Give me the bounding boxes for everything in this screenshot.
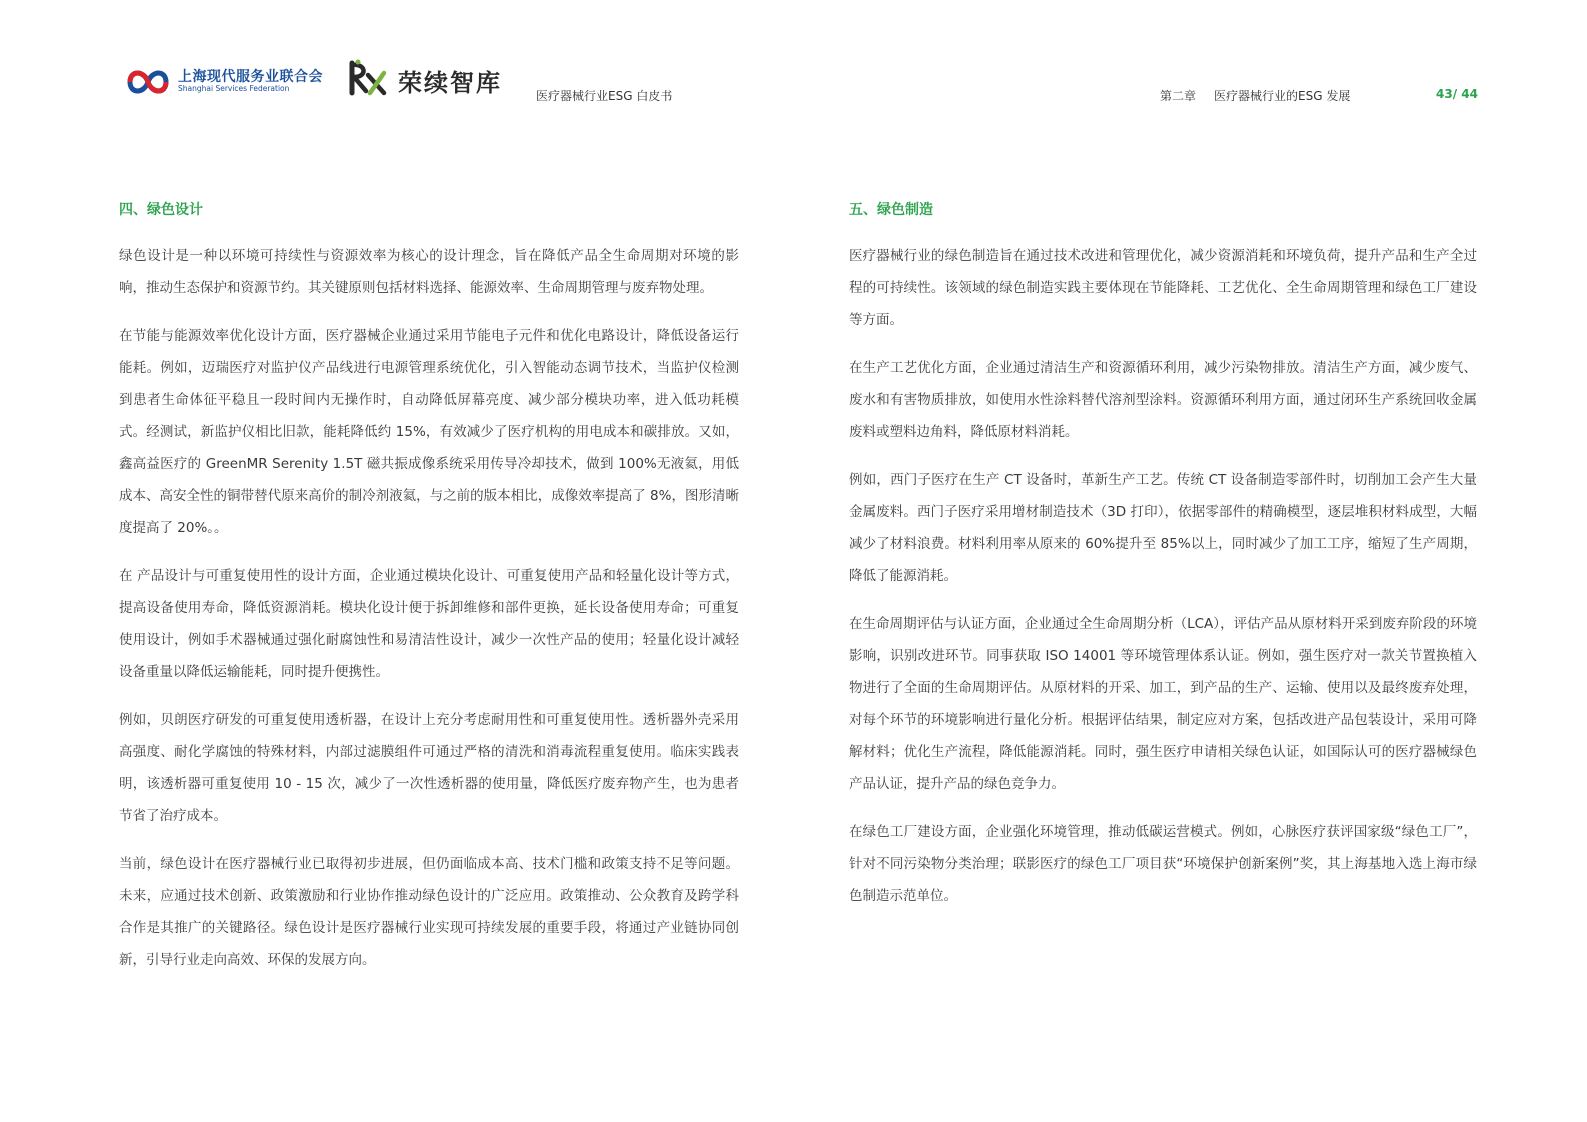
chapter-label: 第二章 [1160, 89, 1197, 103]
federation-name-cn: 上海现代服务业联合会 [178, 69, 323, 85]
rongxu-think-tank-logo [348, 59, 508, 99]
federation-name-en: Shanghai Services Federation [178, 84, 290, 93]
document-title: 医疗器械行业ESG 白皮书 [536, 89, 673, 103]
paragraph: 医疗器械行业的绿色制造旨在通过技术改进和管理优化，减少资源消耗和环境负荷，提升产品和生产全过程的可持续性。该领域的绿色制造实践主要体现在节能降耗、工艺优化、全生命周期管理和绿色工厂建设等方面。 [849, 248, 1477, 328]
paragraph: 在 产品设计与可重复使用性的设计方面，企业通过模块化设计、可重复使用产品和轻量化设计等方式，提高设备使用寿命，降低资源消耗。模块化设计便于拆卸维修和部件更换，延长设备使用寿命；可重复使用设计，例如手术器械通过强化耐腐蚀性和易清洁性设计，减少一次性产品的使用；轻量化设计减轻设备重量以降低运输能耗，同时提升便携性。 [119, 568, 739, 680]
page-number: 43/ 44 [1436, 87, 1478, 101]
paragraph: 在生产工艺优化方面，企业通过清洁生产和资源循环利用，减少污染物排放。清洁生产方面，减少废气、废水和有害物质排放，如使用水性涂料替代溶剂型涂料。资源循环利用方面，通过闭环生产系统回收金属废料或塑料边角料，降低原材料消耗。 [849, 360, 1477, 440]
federation-emblem-icon [124, 62, 172, 102]
right-column [849, 200, 1477, 928]
page-header [0, 0, 1587, 120]
paragraph: 绿色设计是一种以环境可持续性与资源效率为核心的设计理念，旨在降低产品全生命周期对环境的影响，推动生态保护和资源节约。其关键原则包括材料选择、能源效率、生命周期管理与废弃物处理。 [119, 248, 739, 296]
paragraph: 例如，西门子医疗在生产 CT 设备时，革新生产工艺。传统 CT 设备制造零部件时，切削加工会产生大量金属废料。西门子医疗采用增材制造技术（3D 打印），依据零部件的精确模型，逐层堆积材料成型，大幅减少了材料浪费。材料利用率从原来的 60%提升至 85%以上，同时减少了加工工序，缩短了生产周期，降低了能源消耗。 [849, 472, 1477, 584]
left-column [119, 200, 739, 992]
chapter-title: 医疗器械行业的ESG 发展 [1214, 89, 1351, 103]
shanghai-services-federation-logo [124, 62, 329, 102]
paragraph: 在节能与能源效率优化设计方面，医疗器械企业通过采用节能电子元件和优化电路设计，降低设备运行能耗。例如，迈瑞医疗对监护仪产品线进行电源管理系统优化，引入智能动态调节技术，当监护仪检测到患者生命体征平稳且一段时间内无操作时，自动降低屏幕亮度、减少部分模块功率，进入低功耗模式。经测试，新监护仪相比旧款，能耗降低约 15%，有效减少了医疗机构的用电成本和碳排放。又如，鑫高益医疗的 GreenMR Serenity 1.5T 磁共振成像系统采用传导冷却技术，做到 100%无液氦，用低成本、高安全性的铜带替代原来高价的制冷剂液氦，与之前的版本相比，成像效率提高了 8%，图形清晰度提高了 20%。。 [119, 328, 739, 536]
paragraph: 在生命周期评估与认证方面，企业通过全生命周期分析（LCA），评估产品从原材料开采到废弃阶段的环境影响，识别改进环节。同事获取 ISO 14001 等环境管理体系认证。例如，强生医疗对一款关节置换植入物进行了全面的生命周期评估。从原材料的开采、加工，到产品的生产、运输、使用以及最终废弃处理，对每个环节的环境影响进行量化分析。根据评估结果，制定应对方案，包括改进产品包装设计，采用可降解材料；优化生产流程，降低能源消耗。同时，强生医疗申请相关绿色认证，如国际认可的医疗器械绿色产品认证，提升产品的绿色竞争力。 [849, 616, 1477, 792]
rx-brand-icon [348, 59, 392, 99]
paragraph: 在绿色工厂建设方面，企业强化环境管理，推动低碳运营模式。例如，心脉医疗获评国家级“绿色工厂”，针对不同污染物分类治理；联影医疗的绿色工厂项目获“环境保护创新案例”奖，其上海基地入选上海市绿色制造示范单位。 [849, 824, 1477, 904]
section-title-green-design: 四、绿色设计 [119, 202, 203, 218]
brand-name: 荣续智库 [398, 69, 502, 97]
section-title-green-manufacturing: 五、绿色制造 [849, 202, 933, 218]
paragraph: 当前，绿色设计在医疗器械行业已取得初步进展，但仍面临成本高、技术门槛和政策支持不足等问题。未来，应通过技术创新、政策激励和行业协作推动绿色设计的广泛应用。政策推动、公众教育及跨学科合作是其推广的关键路径。绿色设计是医疗器械行业实现可持续发展的重要手段，将通过产业链协同创新，引导行业走向高效、环保的发展方向。 [119, 856, 739, 968]
paragraph: 例如，贝朗医疗研发的可重复使用透析器，在设计上充分考虑耐用性和可重复使用性。透析器外壳采用高强度、耐化学腐蚀的特殊材料，内部过滤膜组件可通过严格的清洗和消毒流程重复使用。临床实践表明，该透析器可重复使用 10 - 15 次，减少了一次性透析器的使用量，降低医疗废弃物产生，也为患者节省了治疗成本。 [119, 712, 739, 824]
